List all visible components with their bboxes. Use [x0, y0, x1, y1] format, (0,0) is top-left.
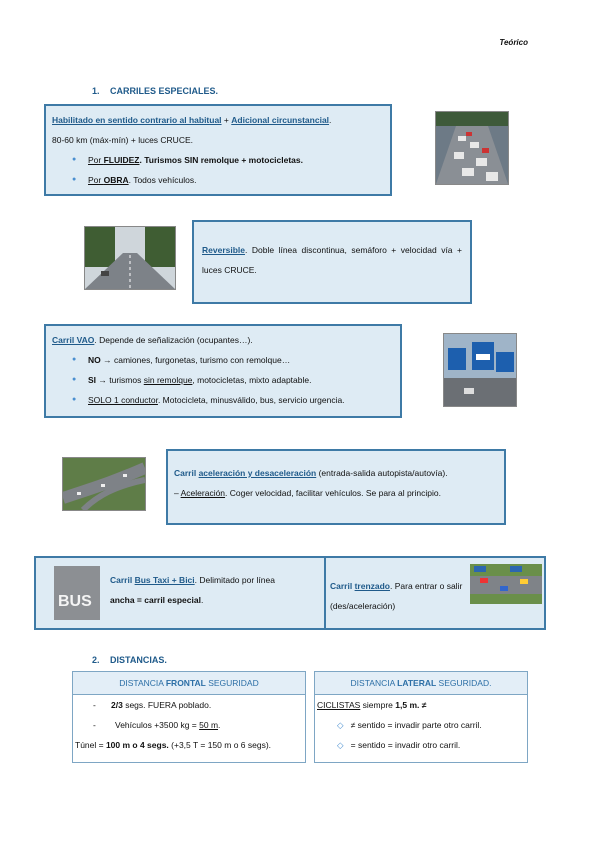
section-2-number: 2. [92, 655, 100, 665]
box1-bullet-fluidez [52, 150, 384, 170]
vao-title: Carril VAO [52, 335, 95, 345]
diamond-bullet-icon: ◇ [337, 740, 344, 750]
section-1-number: 1. [92, 86, 100, 96]
bus-taxi-paragraph [110, 570, 322, 610]
siempre-text: siempre [360, 700, 396, 710]
box-carril-vao [44, 324, 402, 418]
lateral-row-2 [315, 715, 527, 735]
section-1-title [92, 86, 218, 96]
two-thirds: 2/3 [111, 700, 123, 710]
bus-lane-photo [54, 566, 100, 620]
frontal-row-2-desc: Vehículos +3500 kg = [115, 720, 200, 730]
not-equal-sign: ≠ [419, 700, 427, 710]
table-frontal-distance [72, 671, 306, 763]
no-text: NO [88, 355, 101, 365]
aceleracion-subdesc: . Coger velocidad, facilitar vehículos. Se para al principio. [225, 488, 441, 498]
lateral-row-3-desc: = sentido = invadir otro carril. [350, 740, 461, 750]
reversible-road-photo [84, 226, 176, 290]
carril-text: Carril [174, 468, 199, 478]
distancia-text: DISTANCIA [350, 678, 398, 688]
box-reversible [192, 220, 472, 304]
vao-line1 [52, 330, 394, 350]
fifty-m: 50 m [199, 720, 219, 730]
bus-taxi-desc: . Delimitado por línea [194, 575, 275, 585]
dot: . [218, 720, 221, 730]
frontal-row-1-desc: segs. FUERA poblado. [122, 700, 212, 710]
solo-conductor-text: SOLO 1 conductor [88, 395, 158, 405]
lateral-header [315, 672, 527, 695]
tunel-extra: (+3,5 T = 150 m o 6 segs). [168, 740, 272, 750]
vao-bullet-si [52, 370, 394, 390]
solo-desc: . Motocicleta, minusválido, bus, servicio urgencia. [157, 395, 345, 405]
si-desc-2: , motocicletas, mixto adaptable. [192, 375, 312, 385]
dash: – [174, 488, 181, 498]
reversible-title: Reversible [202, 245, 245, 255]
distancia-text: DISTANCIA [119, 678, 166, 688]
trenzado-title: trenzado [354, 581, 390, 591]
vao-bullet-solo [52, 390, 394, 410]
habilitado-title: Habilitado en sentido contrario al habitual [52, 115, 222, 125]
trenzado-paragraph [330, 576, 470, 616]
lateral-row-1 [315, 695, 527, 715]
lateral-row-2-desc: ≠ sentido = invadir parte otro carril. [350, 720, 482, 730]
aceleracion-line2 [174, 483, 498, 503]
plus-sign: + [221, 115, 232, 125]
sin-remolque-text: sin remolque [143, 375, 193, 385]
frontal-header [73, 672, 305, 695]
box-habilitado [44, 104, 392, 196]
obra-text: OBRA [103, 175, 129, 185]
box-bus-trenzado [34, 556, 546, 630]
tunel-text: Túnel = [75, 740, 106, 750]
fluidez-desc: . Turismos SIN remolque + motocicletas. [139, 155, 303, 165]
seguridad-text: SEGURIDAD [205, 678, 259, 688]
box1-bullet-obra [52, 170, 384, 190]
lateral-row-3 [315, 735, 527, 755]
adicional-title: Adicional circunstancial [231, 115, 330, 125]
section-1-label: CARRILES ESPECIALES. [110, 86, 219, 96]
reversible-paragraph [202, 240, 462, 280]
dot: . [329, 115, 332, 125]
bus-taxi-title: Bus Taxi + Bici [134, 575, 195, 585]
trenzado-desc: . Para entrar o salir (des/aceleración) [330, 581, 463, 611]
si-desc: → turismos [96, 375, 144, 385]
por-text: Por [88, 175, 104, 185]
no-desc: → camiones, furgonetas, turismo con remolque… [100, 355, 291, 365]
weaving-lane-diagram [470, 564, 542, 604]
aceleracion-subtitle: Aceleración [180, 488, 226, 498]
dash: - [93, 700, 96, 710]
frontal-row-3 [73, 735, 305, 755]
section-2-label: DISTANCIAS. [110, 655, 167, 665]
box1-line1 [52, 110, 384, 130]
carril-text: Carril [330, 581, 355, 591]
section-2-title [92, 655, 167, 665]
table-lateral-distance [314, 671, 528, 763]
aceleracion-line1 [174, 463, 498, 483]
por-text: Por [88, 155, 104, 165]
box1-speed-line: 80-60 km (máx-mín) + luces CRUCE. [52, 135, 193, 145]
frontal-text: FRONTAL [165, 678, 206, 688]
vao-signs-photo [443, 333, 517, 407]
reversible-desc: . Doble línea discontinua, semáforo + velocidad vía + luces CRUCE. [202, 245, 462, 275]
bus-word: BUS [58, 593, 92, 610]
lateral-text: LATERAL [397, 678, 437, 688]
one-five-m: 1,5 m. [395, 700, 420, 710]
page-header-label: Teórico [499, 38, 528, 47]
box-aceleracion [166, 449, 506, 525]
si-text: SI [88, 375, 97, 385]
vao-desc: . Depende de señalización (ocupantes…). [94, 335, 253, 345]
vao-bullet-no [52, 350, 394, 370]
column-divider [324, 558, 326, 628]
obra-desc: . Todos vehículos. [128, 175, 197, 185]
aceleracion-desc: (entrada-salida autopista/autovía). [316, 468, 448, 478]
carril-text: Carril [110, 575, 135, 585]
dash: - [93, 720, 96, 730]
tunel-distance: 100 m o 4 segs. [105, 740, 169, 750]
frontal-row-1 [73, 695, 305, 715]
aceleracion-title: aceleración y desaceleración [198, 468, 317, 478]
highway-traffic-photo [435, 111, 509, 185]
frontal-row-2 [73, 715, 305, 735]
seguridad-text: SEGURIDAD. [436, 678, 492, 688]
fluidez-text: FLUIDEZ [103, 155, 140, 165]
diamond-bullet-icon: ◇ [337, 720, 344, 730]
ciclistas-text: CICLISTAS [317, 700, 361, 710]
bus-taxi-bold: ancha = carril especial [110, 595, 201, 605]
dot: . [200, 595, 204, 605]
acceleration-lane-photo [62, 457, 146, 511]
